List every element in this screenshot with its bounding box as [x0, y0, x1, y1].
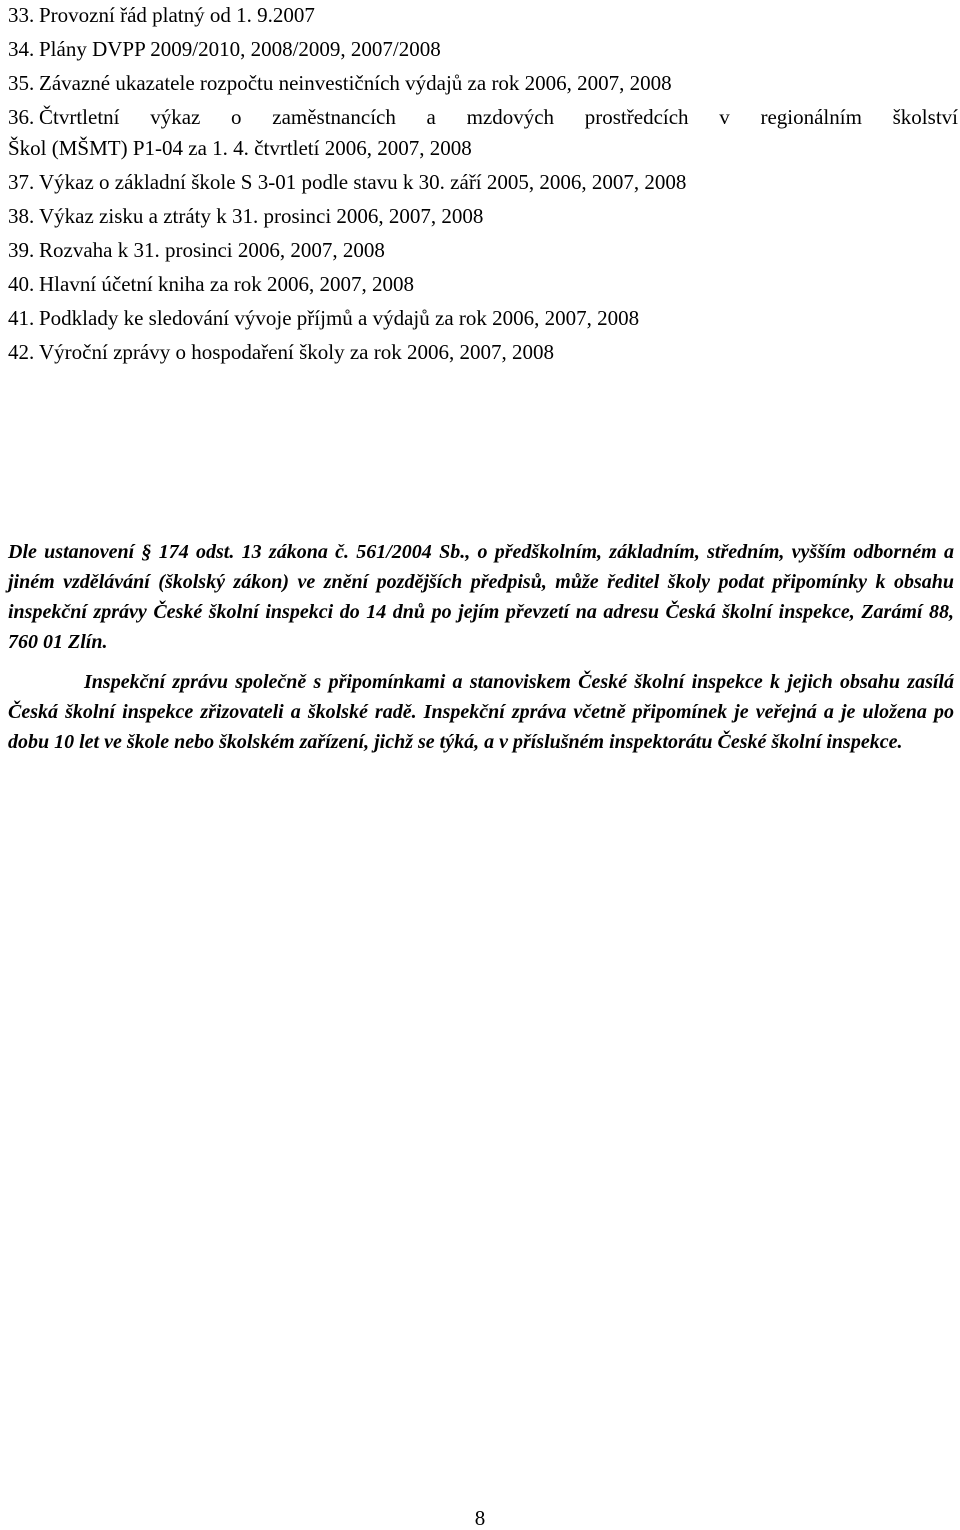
list-item-number: 33. — [8, 3, 35, 27]
list-item-text: Výroční zprávy o hospodaření školy za rok 2006, 2007, 2008 — [39, 340, 554, 364]
list-item-number: 41. — [8, 306, 35, 330]
list-item-text: Rozvaha k 31. prosinci 2006, 2007, 2008 — [39, 238, 385, 262]
list-item — [8, 0, 958, 31]
list-item-text: Provozní řád platný od 1. 9.2007 — [39, 3, 315, 27]
list-item-number: 42. — [8, 340, 35, 364]
list-item-number: 39. — [8, 238, 35, 262]
list-item-number: 37. — [8, 170, 35, 194]
list-item — [8, 68, 958, 99]
list-item-number: 40. — [8, 272, 35, 296]
list-item-text: Čtvrtletní výkaz o zaměstnancích a mzdových prostředcích v regionálním školství — [39, 105, 958, 129]
notice-paragraph-distribution: Inspekční zprávu společně s připomínkami a stanoviskem České školní inspekce k jejich obsahu zasílá Česká školní inspekce zřizovateli a školské radě. Inspekční zpráva včetně připomínek je veřejná a je uložena po dobu 10 let ve škole nebo školském zařízení, jichž se týká, a v příslušném inspektorátu České školní inspekce. — [8, 671, 954, 753]
list-item — [8, 34, 958, 65]
list-item-text: Hlavní účetní kniha za rok 2006, 2007, 2008 — [39, 272, 415, 296]
list-item — [8, 235, 958, 266]
page-number: 8 — [474, 1506, 486, 1530]
list-item-number: 38. — [8, 204, 35, 228]
list-item-number: 35. — [8, 71, 35, 95]
list-item-text: Závazné ukazatele rozpočtu neinvestičních výdajů za rok 2006, 2007, 2008 — [39, 71, 672, 95]
document-list — [8, 0, 958, 371]
list-item-text-continuation: Škol (MŠMT) P1-04 za 1. 4. čtvrtletí 2006, 2007, 2008 — [8, 136, 472, 160]
notice-paragraph-comments: Dle ustanovení § 174 odst. 13 zákona č. 561/2004 Sb., o předškolním, základním, středním, vyšším odborném a jiném vzdělávání (školský zákon) ve znění pozdějších předpisů, může ředitel školy podat připomínky k obsahu inspekční zprávy České školní inspekci do 14 dnů po jejím převzetí na adresu Česká školní inspekce, Zarámí 88, 760 01 Zlín. — [8, 541, 954, 653]
list-item — [8, 269, 958, 300]
list-item-text: Výkaz zisku a ztráty k 31. prosinci 2006, 2007, 2008 — [39, 204, 484, 228]
list-item — [8, 337, 958, 368]
list-item-text: Výkaz o základní škole S 3-01 podle stavu k 30. září 2005, 2006, 2007, 2008 — [39, 170, 687, 194]
list-item — [8, 201, 958, 232]
list-item — [8, 167, 958, 198]
list-item-text: Plány DVPP 2009/2010, 2008/2009, 2007/2008 — [39, 37, 441, 61]
list-item-text: Podklady ke sledování vývoje příjmů a výdajů za rok 2006, 2007, 2008 — [39, 306, 640, 330]
list-item — [8, 102, 958, 164]
list-item — [8, 303, 958, 334]
list-item-number: 34. — [8, 37, 35, 61]
list-item-number: 36. — [8, 105, 35, 129]
